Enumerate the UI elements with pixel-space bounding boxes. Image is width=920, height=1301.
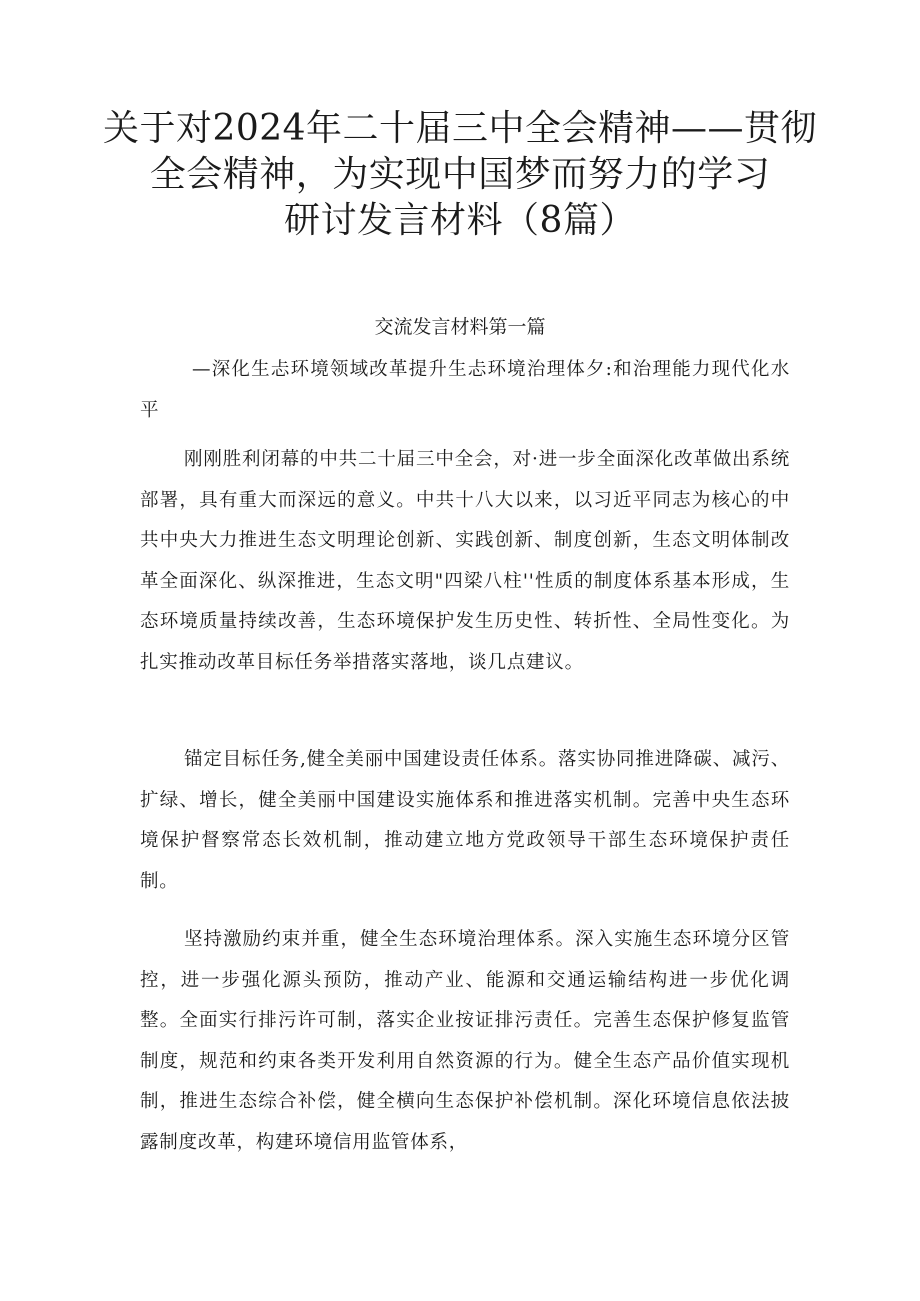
section-heading: 交流发言材料第一篇 bbox=[374, 316, 546, 338]
document-title-line-3: 研讨发言材料（8篇） bbox=[284, 200, 636, 241]
body-paragraph: 锚定目标任务,健全美丽中国建设责任体系。落实协同推进降碳、减污、扩绿、增长，健全美丽中国建设实施体系和推进落实机制。完善中央生态环境保护督察常态长效机制，推动建立地方党政领导干部生态环境保护责任制。 bbox=[140, 749, 790, 892]
document-title bbox=[100, 106, 820, 244]
document-title-line-1: 关于对2024年二十届三中全会精神——贯彻 bbox=[102, 108, 818, 149]
body-paragraph: 坚持激励约束并重，健全生态环境治理体系。深入实施生态环境分区管控，进一步强化源头预防，推动产业、能源和交通运输结构进一步优化调整。全面实行排污许可制，落实企业按证排污责任。完善生态保护修复监管制度，规范和约束各类开发利用自然资源的行为。健全生态产品价值实现机制，推进生态综合补偿，健全横向生态保护补偿机制。深化环境信息依法披露制度改革，构建环境信用监管体系， bbox=[140, 929, 790, 1153]
body-paragraph: 刚刚胜利闭幕的中共二十届三中全会，对·进一步全面深化改革做出系统部署，具有重大而深远的意义。中共十八大以来，以习近平同志为核心的中共中央大力推进生态文明理论创新、实践创新、制度创新，生态文明体制改革全面深化、纵深推进，生态文明"四梁八柱''性质的制度体系基本形成，生态环境质量持续改善，生态环境保护发生历史性、转折性、全局性变化。为扎实推动改革目标任务举措落实落地，谈几点建议。 bbox=[140, 449, 790, 673]
section-subtitle: —深化生忐环境领域改革提升生忐环境治理体夕:和治理能力现代化水平 bbox=[140, 359, 790, 421]
document-title-line-2: 全会精神，为实现中国梦而努力的学习 bbox=[149, 154, 771, 195]
